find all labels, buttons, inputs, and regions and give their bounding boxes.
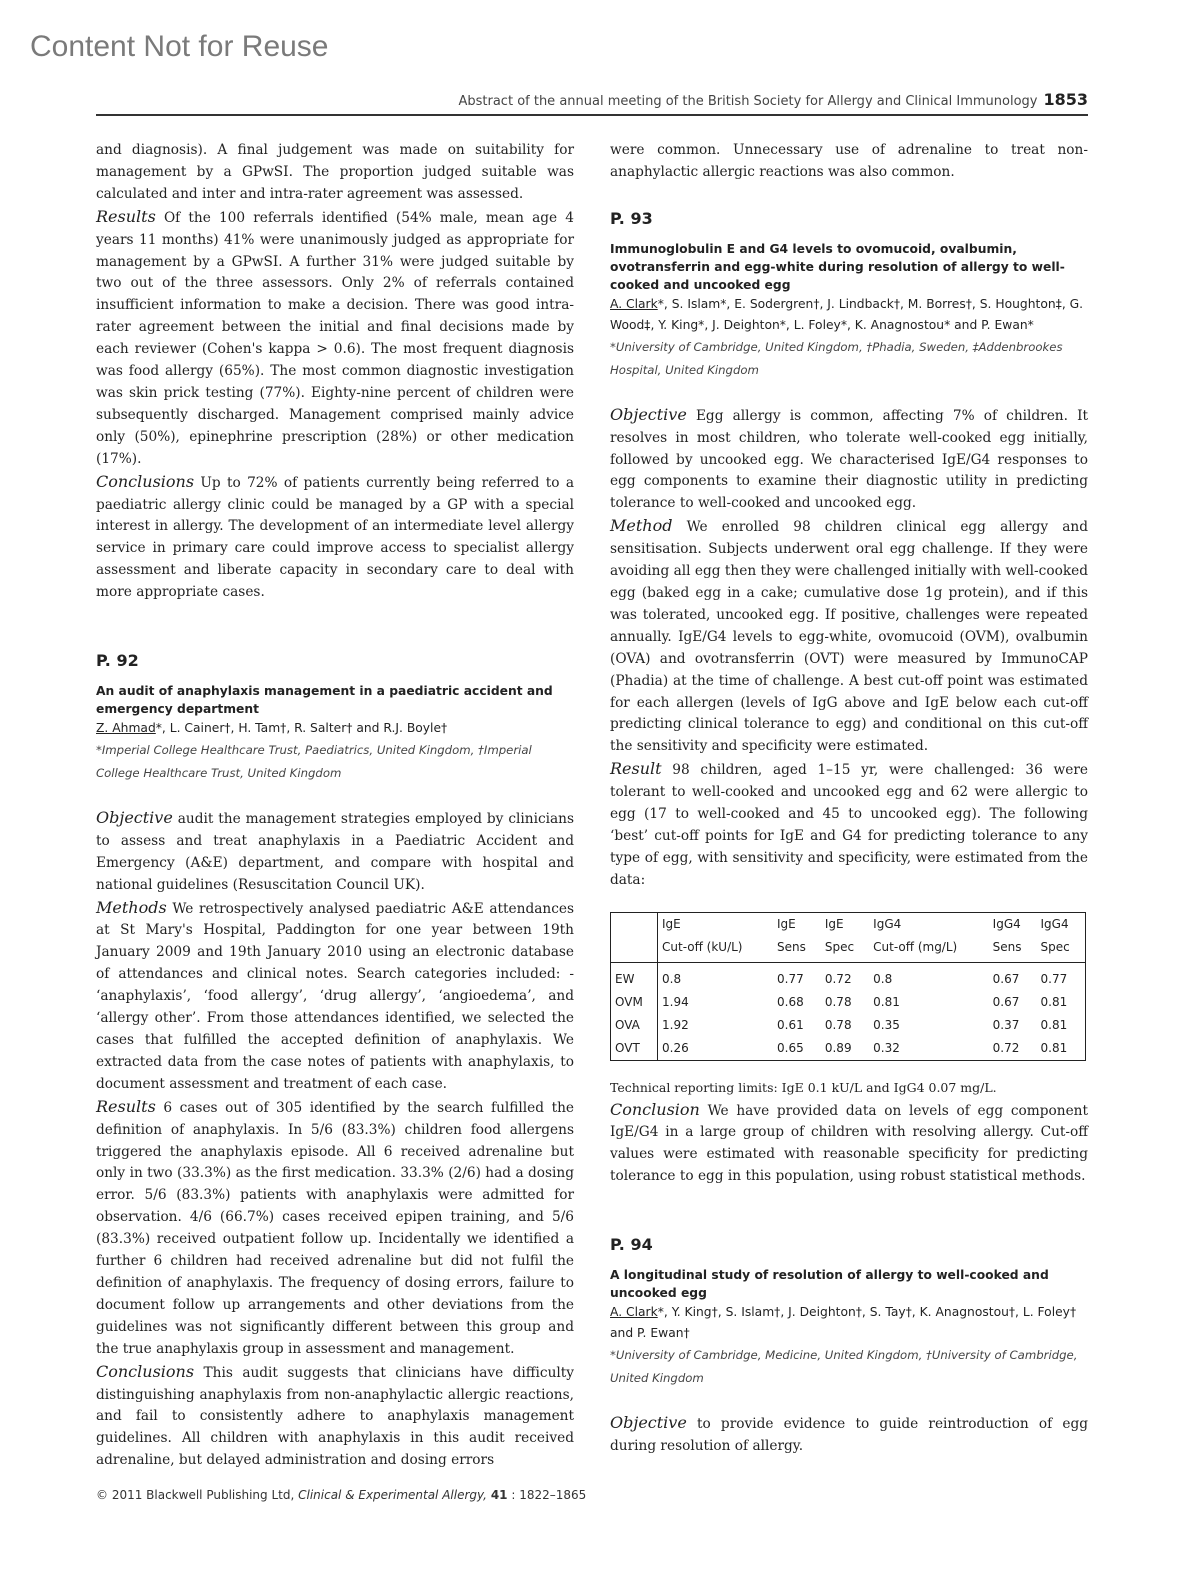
running-title: Abstract of the annual meeting of the British Society for Allergy and Clinical Immunology	[458, 94, 1038, 109]
conclusions-paragraph: Conclusions This audit suggests that clinicians have difficulty distinguishing anaphylaxis from non-anaphylactic allergic reactions, and fail to consistently adhere to anaphylaxis management guidelines. All children with anaphylaxis in this audit received adrenaline, but delayed administration and dosing errors	[96, 1361, 575, 1469]
column-header: IgE	[777, 916, 796, 931]
table-cell: 0.68	[777, 994, 804, 1009]
table-cell: 0.78	[824, 1017, 852, 1032]
table-row	[611, 962, 1086, 991]
column-header: Sens	[773, 936, 821, 963]
table-cell: 0.81	[1040, 994, 1068, 1009]
table-cell: 0.32	[873, 1040, 900, 1055]
table-cell: 0.8	[873, 971, 893, 986]
technical-note: Technical reporting limits: IgE 0.1 kU/L and IgG4 0.07 mg/L.	[610, 1079, 997, 1095]
abstract-id: P. 93	[610, 208, 653, 228]
table-cell: 0.37	[992, 1017, 1020, 1032]
page-number: 1853	[1043, 90, 1088, 109]
table-row	[611, 1014, 1086, 1037]
table-cell: 0.78	[824, 994, 852, 1009]
abstract-affiliations: *University of Cambridge, Medicine, United Kingdom, †University of Cambridge, United Kingdom	[610, 1348, 1078, 1386]
watermark: Content Not for Reuse	[30, 30, 329, 63]
table-cell: 0.61	[777, 1017, 804, 1032]
row-label: OVT	[611, 1037, 658, 1061]
running-header	[96, 90, 1088, 116]
column-header: IgG4	[873, 916, 902, 931]
method-paragraph: Method We enrolled 98 children clinical egg allergy and sensitisation. Subjects underwent oral egg challenge. If they were avoiding all egg then they were challenged initially with well-cooked egg (baked egg in a cake; cumulative dose 1g protein), and if this was tolerated, uncooked egg. If positive, challenges were repeated annually. IgE/G4 levels to egg-white, ovomucoid (OVM), ovalbumin (OVA) and ovotransferrin (OVT) were measured by ImmunoCAP (Phadia) at the time of challenge. A best cut-off point was estimated for each allergen (levels of IgG above and IgE below each cut-off predicting clinical tolerance to egg) and conditional on this cut-off the sensitivity and specificity were estimated.	[610, 516, 1088, 755]
left-column	[96, 140, 574, 1472]
row-label: OVM	[611, 991, 658, 1014]
abstract-p93	[610, 208, 1088, 1188]
method-label: Method	[610, 516, 673, 536]
table-cell: 0.81	[1040, 1040, 1068, 1055]
results-label: Results	[96, 206, 156, 226]
column-header: Sens	[989, 936, 1037, 963]
row-label: EW	[611, 962, 658, 991]
table-cell: 0.77	[1040, 971, 1068, 986]
page-footer	[96, 1488, 586, 1502]
conclusions-label: Conclusions	[96, 471, 195, 491]
column-header: Spec	[821, 936, 869, 963]
table-row	[611, 991, 1086, 1014]
column-header: IgE	[824, 916, 844, 931]
table-cell: 0.35	[873, 1017, 900, 1032]
table-cell: 0.81	[873, 994, 900, 1009]
abstract-title: An audit of anaphylaxis management in a paediatric accident and emergency department	[96, 683, 553, 716]
right-column	[610, 140, 1088, 1458]
volume: 41	[490, 1488, 508, 1502]
table-row	[611, 1037, 1086, 1061]
objective-paragraph: Objective to provide evidence to guide reintroduction of egg during resolution of allergy.	[610, 1413, 1088, 1454]
carryover-paragraph: and diagnosis). A final judgement was made on suitability for management by a GPwSI. The proportion judged suitable was calculated and inter and intra-rater agreement was assessed.	[96, 142, 574, 202]
methods-label: Methods	[96, 897, 167, 917]
result-paragraph: Result 98 children, aged 1–15 yr, were challenged: 36 were tolerant to well-cooked and uncooked egg and 62 were allergic to egg (17 to well-cooked and 45 to uncooked egg). The following ‘best’ cut-off points for IgE and G4 for predicting tolerance to any type of egg, with sensitivity and specificity, were estimated from the data:	[610, 759, 1088, 888]
methods-paragraph: Methods We retrospectively analysed paediatric A&E attendances at St Mary's Hospital, Paddington for one year between 19th January 2009 and 19th January 2010 using an electronic database of attendances and clinical notes. Search categories included: - ‘anaphylaxis’, ‘food allergy’, ‘drug allergy’, ‘angioedema’, and ‘allergy other’. From those attendances identified, we selected the cases that fulfilled the accepted definition of anaphylaxis. We extracted data from the case notes of patients with anaphylaxis, to document assessment and treatment of each case.	[96, 897, 575, 1092]
journal-name: Clinical & Experimental Allergy,	[298, 1488, 487, 1502]
abstract-p92	[96, 650, 574, 1472]
results-label: Results	[96, 1096, 156, 1116]
conclusion-paragraph: Conclusion We have provided data on levels of egg component IgE/G4 in a large group of children with resolving allergy. Cut-off values were estimated with reasonable specificity for predicting tolerance to egg in this population, using robust statistical methods.	[610, 1099, 1088, 1185]
copyright: © 2011 Blackwell Publishing Ltd,	[96, 1488, 295, 1502]
objective-paragraph: Objective Egg allergy is common, affecting 7% of children. It resolves in most children, who tolerate well-cooked egg initially, followed by uncooked egg. We characterised IgE/G4 responses to egg components to examine their diagnostic utility in predicting tolerance to well-cooked and uncooked egg.	[610, 404, 1088, 512]
presenting-author: A. Clark	[610, 296, 658, 311]
page-range: : 1822–1865	[511, 1488, 587, 1502]
abstract-affiliations: *University of Cambridge, United Kingdom, †Phadia, Sweden, ‡Addenbrookes Hospital, United Kingdom	[610, 339, 1063, 377]
table-header-row	[611, 936, 1086, 963]
row-label: OVA	[611, 1014, 658, 1037]
column-header: IgG4	[992, 916, 1021, 931]
column-header: IgG4	[1040, 916, 1069, 931]
abstract-p94	[610, 1234, 1088, 1458]
abstract-title: A longitudinal study of resolution of allergy to well-cooked and uncooked egg	[610, 1268, 1049, 1301]
column-header: IgE	[662, 916, 681, 931]
table-cell: 1.92	[662, 1017, 689, 1032]
abstract-authors: A. Clark*, Y. King†, S. Islam†, J. Deighton†, S. Tay†, K. Anagnostou†, L. Foley† and P. Ewan†	[610, 1305, 1077, 1341]
abstract-id: P. 92	[96, 651, 139, 671]
cutoff-table	[610, 912, 1086, 1061]
results-paragraph: Results 6 cases out of 305 identified by the search fulfilled the definition of anaphylaxis. In 5/6 (83.3%) children food allergens triggered the anaphylaxis episode. All 6 received adrenaline but only in two (33.3%) as the first medication. 33.3% (2/6) had a dosing error. 5/6 (83.3%) patients with anaphylaxis were admitted for observation. 4/6 (66.7%) cases received epipen training, and 5/6 (83.3%) received outpatient follow up. Incidentally we identified a further 6 children had received adrenaline but did not fulfil the definition of anaphylaxis. The frequency of dosing errors, failure to document follow up arrangements and other deviations from the guidelines was not significantly different between this group and the true anaphylaxis group in assessment and management.	[96, 1096, 574, 1357]
results-paragraph: Results Of the 100 referrals identified (54% male, mean age 4 years 11 months) 41% were unanimously judged as appropriate for management by a GPwSI. A further 31% were judged suitable by two out of the three assessors. Only 2% of referrals contained insufficient information to make a decision. There was good intra-rater agreement between the initial and final decisions made by each reviewer (Cohen's kappa > 0.6). The most frequent diagnosis was food allergy (65%). The most common diagnostic investigation was skin prick testing (77%). Eighty-nine percent of children were subsequently discharged. Management comprised mainly advice only (50%), epinephrine prescription (28%) or other medication (17%).	[96, 206, 574, 467]
objective-label: Objective	[610, 404, 687, 424]
table-cell: 1.94	[662, 994, 689, 1009]
table-cell: 0.89	[824, 1040, 852, 1055]
table-cell: 0.77	[777, 971, 804, 986]
abstract-id: P. 94	[610, 1235, 653, 1255]
column-header: Spec	[1037, 936, 1086, 963]
result-label: Result	[610, 759, 662, 779]
column-header: Cut-off (mg/L)	[869, 936, 989, 963]
objective-paragraph: Objective audit the management strategies employed by clinicians to assess and treat anaphylaxis in a Paediatric Accident and Emergency (A&E) department, and compare with hospital and national guidelines (Resuscitation Council UK).	[96, 807, 574, 893]
table-header-row	[611, 912, 1086, 936]
table-cell: 0.67	[992, 971, 1020, 986]
presenting-author: A. Clark	[610, 1305, 658, 1320]
table-cell: 0.8	[662, 971, 682, 986]
conclusion-label: Conclusion	[610, 1099, 700, 1119]
abstract-affiliations: *Imperial College Healthcare Trust, Paediatrics, United Kingdom, †Imperial College Healthcare Trust, United Kingdom	[96, 742, 532, 780]
abstract-authors: A. Clark*, S. Islam*, E. Sodergren†, J. Lindback†, M. Borres†, S. Houghton‡, G. Wood‡, Y. King*, J. Deighton*, L. Foley*, K. Anagnostou* and P. Ewan*	[610, 296, 1084, 332]
abstract-authors: Z. Ahmad*, L. Cainer†, H. Tam†, R. Salter† and R.J. Boyle†	[96, 720, 448, 735]
table-cell: 0.65	[777, 1040, 804, 1055]
table-cell: 0.67	[992, 994, 1020, 1009]
table-cell: 0.26	[662, 1040, 689, 1055]
conclusions-paragraph: Conclusions Up to 72% of patients currently being referred to a paediatric allergy clinic could be managed by a GP with a special interest in allergy. The development of an intermediate level allergy service in primary care could improve access to specialist allergy assessment and liberate capacity in secondary care to deal with more appropriate cases.	[96, 471, 574, 601]
objective-label: Objective	[610, 1413, 687, 1433]
table-cell: 0.81	[1040, 1017, 1068, 1032]
table-cell: 0.72	[992, 1040, 1020, 1055]
column-header: Cut-off (kU/L)	[658, 936, 774, 963]
objective-label: Objective	[96, 807, 173, 827]
conclusions-label: Conclusions	[96, 1361, 195, 1381]
carryover-paragraph: were common. Unnecessary use of adrenaline to treat non-anaphylactic allergic reactions was also common.	[610, 142, 1088, 180]
abstract-title: Immunoglobulin E and G4 levels to ovomucoid, ovalbumin, ovotransferrin and egg-white during resolution of allergy to well-cooked and uncooked egg	[610, 241, 1065, 292]
table-cell: 0.72	[824, 971, 852, 986]
presenting-author: Z. Ahmad	[96, 720, 156, 735]
